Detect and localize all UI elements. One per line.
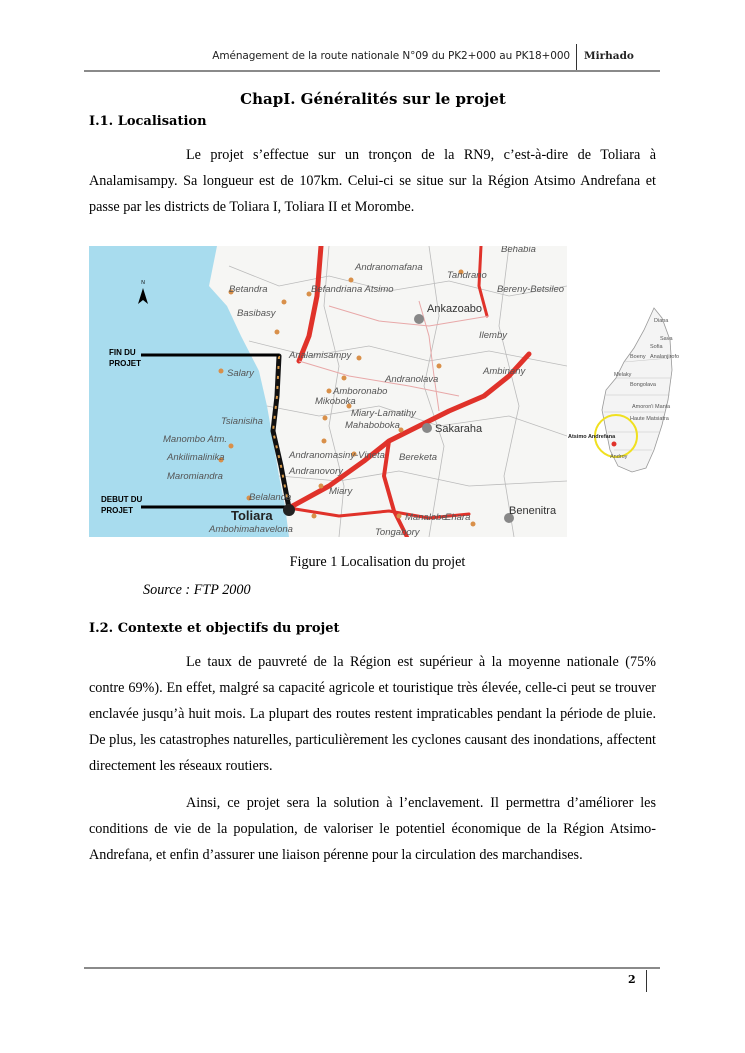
madagascar-inset-map	[566, 300, 686, 480]
svg-text:Miary: Miary	[329, 486, 353, 497]
svg-text:Sava: Sava	[660, 336, 673, 342]
svg-text:Betandra: Betandra	[229, 284, 268, 295]
end-marker-label: FIN DU	[109, 348, 136, 357]
svg-text:Tandrano: Tandrano	[447, 270, 487, 281]
svg-text:Benenitra: Benenitra	[509, 505, 557, 517]
footer-separator	[646, 970, 647, 992]
madagascar-outline	[602, 308, 672, 472]
chapter-title: ChapI. Généralités sur le projet	[240, 90, 506, 108]
svg-text:Mikoboka: Mikoboka	[315, 396, 356, 407]
svg-text:Andranovory: Andranovory	[289, 466, 343, 477]
town-toliara	[283, 504, 295, 516]
svg-text:Tsianisiha: Tsianisiha	[221, 416, 263, 427]
svg-text:Bereketa: Bereketa	[399, 452, 438, 463]
section-heading-localisation: I.1. Localisation	[89, 114, 207, 129]
inset-project-dot	[612, 442, 617, 447]
svg-text:Analamisampy: Analamisampy	[289, 350, 352, 361]
svg-text:Belalanda: Belalanda	[249, 492, 292, 503]
page-number: 2	[628, 973, 636, 986]
svg-text:Manombo Atm.: Manombo Atm.	[163, 434, 228, 445]
end-marker-label: PROJET	[109, 359, 142, 368]
start-marker-label: DEBUT DU	[101, 495, 143, 504]
svg-text:Ambohimahavelona: Ambohimahavelona	[209, 524, 293, 535]
svg-text:Haute Matsiatra: Haute Matsiatra	[630, 416, 669, 422]
paragraph-contexte: Le taux de pauvreté de la Région est supérieur à la moyenne nationale (75% contre 69%). En effet, malgré sa capacité agricole et touristique très élevée, celle-ci peut se trouver enclavée jusqu’à huit mois. La plupart des routes restent impraticables pendant la période de pluie. De plus, les catastrophes naturelles, particulièrement les cyclones causant des inondations, affectent directement les réseaux routiers.	[89, 654, 656, 774]
svg-text:Tongabory: Tongabory	[375, 527, 420, 537]
svg-text:Bongolava: Bongolava	[630, 382, 656, 388]
svg-text:Sakaraha: Sakaraha	[435, 423, 483, 435]
svg-text:Andranomasiny-Vineta: Andranomasiny-Vineta	[289, 450, 385, 461]
figure-source: Source : FTP 2000	[143, 582, 251, 598]
svg-text:Melaky: Melaky	[614, 372, 632, 378]
header-title: Aménagement de la route nationale N°09 du PK2+000 au PK18+000	[212, 50, 570, 62]
svg-text:Analanjirofo: Analanjirofo	[650, 354, 680, 360]
svg-text:Ilemby: Ilemby	[479, 330, 507, 341]
header-rule	[84, 70, 660, 72]
location-map	[89, 246, 567, 537]
svg-text:Miary-Lamatihy: Miary-Lamatihy	[351, 408, 416, 419]
svg-text:Bereny-Betsileo: Bereny-Betsileo	[497, 284, 565, 295]
svg-text:Boeny: Boeny	[630, 354, 646, 360]
svg-text:Amboronabo: Amboronabo	[333, 386, 388, 397]
paragraph-localisation: Le projet s’effectue sur un tronçon de la RN9, c’est-à-dire de Toliara à Analamisampy. Sa longueur est de 107km. Celui-ci se situe sur la Région Atsimo Andrefana et passe par les districts de Toliara I, Toliara II et Morombe.	[89, 147, 656, 215]
svg-text:Sofia: Sofia	[650, 344, 663, 350]
footer-rule	[84, 967, 660, 969]
header-separator	[576, 44, 577, 70]
svg-text:Behabia: Behabia	[501, 246, 536, 255]
svg-text:Diana: Diana	[654, 318, 669, 324]
header-author: Mirhado	[584, 50, 634, 62]
town-ankazoabo	[414, 314, 424, 324]
svg-text:Salary: Salary	[227, 368, 254, 379]
section-heading-contexte: I.2. Contexte et objectifs du projet	[89, 621, 340, 636]
svg-text:Toliara: Toliara	[231, 508, 273, 523]
north-label: N	[141, 280, 145, 286]
svg-text:Ehara: Ehara	[445, 512, 471, 523]
figure-caption: Figure 1 Localisation du projet	[289, 554, 466, 570]
svg-text:Basibasy: Basibasy	[237, 308, 276, 319]
svg-text:Andranolava: Andranolava	[385, 374, 439, 385]
town-sakaraha	[422, 423, 432, 433]
start-marker-label: PROJET	[101, 506, 134, 515]
svg-text:Androy: Androy	[610, 454, 628, 460]
svg-text:Atsimo Andrefana: Atsimo Andrefana	[568, 434, 616, 440]
paragraph-objectifs: Ainsi, ce projet sera la solution à l’enclavement. Il permettra d’améliorer les conditions de vie de la population, de valoriser le potentiel économique de la Région Atsimo-Andrefana, et enfin d’assurer une liaison pérenne pour la circulation des marchandises.	[89, 795, 656, 863]
svg-text:Mahaboboka: Mahaboboka	[345, 420, 400, 431]
svg-text:Andranomafana: Andranomafana	[355, 262, 423, 273]
svg-text:Amoron'i Mania: Amoron'i Mania	[632, 404, 671, 410]
svg-text:Maromiandra: Maromiandra	[167, 471, 223, 482]
svg-text:Manalobe: Manalobe	[405, 512, 447, 523]
svg-text:Ankazoabo: Ankazoabo	[427, 303, 483, 315]
svg-text:Ankilimalinika: Ankilimalinika	[167, 452, 225, 463]
svg-text:Ambinany: Ambinany	[483, 366, 526, 377]
svg-text:Befandriana Atsimo: Befandriana Atsimo	[311, 284, 394, 295]
